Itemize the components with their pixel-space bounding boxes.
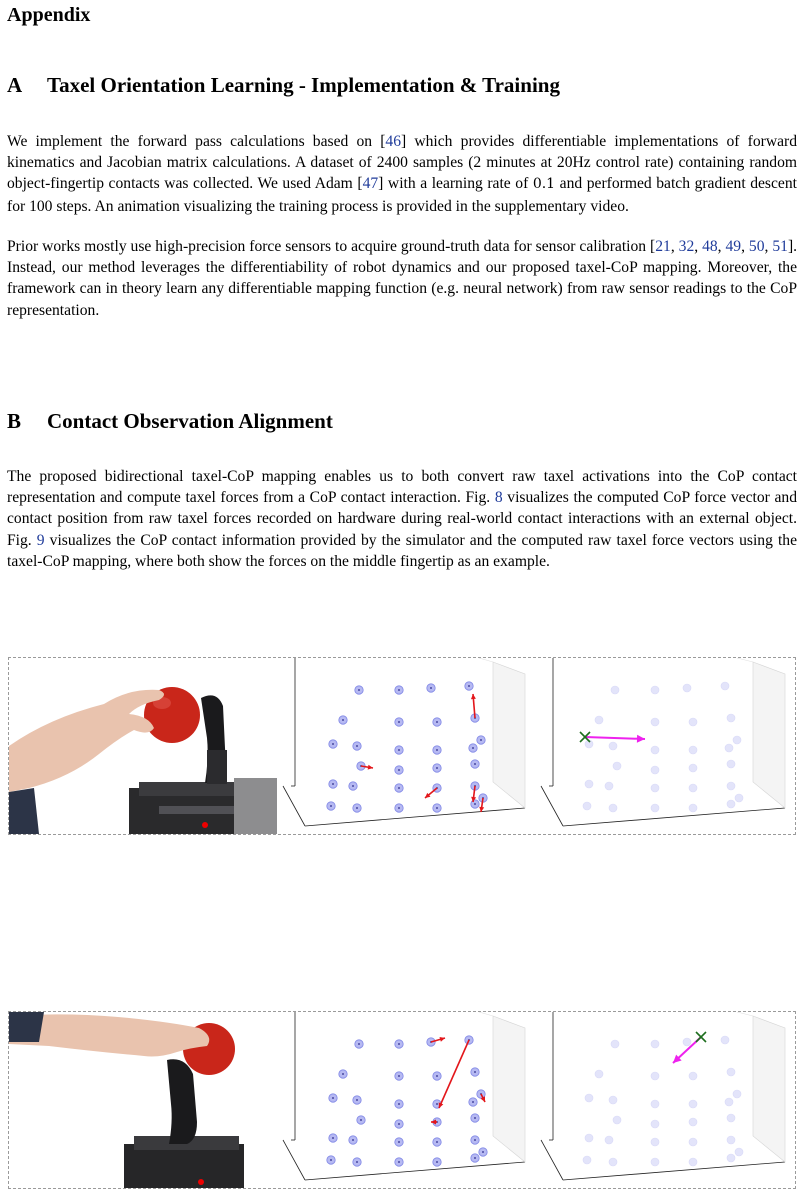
taxel-point-faint: [651, 746, 659, 754]
taxel-point-faint: [721, 682, 729, 690]
taxel-point-faint: [609, 804, 617, 812]
taxel-center: [352, 1139, 354, 1141]
box-edge: [563, 808, 785, 826]
taxel-center: [332, 1137, 334, 1139]
taxel-center: [482, 1151, 484, 1153]
taxel-point-faint: [595, 716, 603, 724]
taxel-point-faint: [689, 784, 697, 792]
box-edge: [305, 808, 525, 826]
taxel-point-faint: [651, 686, 659, 694]
taxel-point-faint: [613, 1116, 621, 1124]
taxel-center: [356, 745, 358, 747]
taxel-point-faint: [651, 784, 659, 792]
taxel-point-faint: [583, 1156, 591, 1164]
section-a-title: Taxel Orientation Learning - Implementation & Training: [47, 73, 560, 97]
taxel-point-faint: [689, 1100, 697, 1108]
taxel-point-faint: [613, 762, 621, 770]
taxel-point-faint: [611, 686, 619, 694]
section-b-paragraph-1: [7, 466, 797, 572]
box-edge: [479, 1012, 493, 1016]
box-right-wall: [493, 1016, 525, 1162]
box-edge: [541, 1140, 563, 1180]
taxel-point-faint: [609, 1158, 617, 1166]
taxel-center: [436, 721, 438, 723]
figure-row-2: [8, 1011, 796, 1189]
taxel-center: [332, 743, 334, 745]
taxel-center: [474, 1071, 476, 1073]
taxel-center: [330, 805, 332, 807]
box-edge: [563, 1162, 785, 1180]
section-a-paragraph-1: [7, 131, 797, 217]
photo-panel: [9, 1012, 277, 1188]
section-b-number: B: [7, 409, 22, 433]
taxel-point-faint: [651, 766, 659, 774]
taxel-point-faint: [651, 1120, 659, 1128]
taxel-point-faint: [609, 742, 617, 750]
section-a-number: A: [7, 73, 23, 97]
taxel-center: [398, 1123, 400, 1125]
taxel-point-faint: [651, 1100, 659, 1108]
box-edge: [283, 1140, 305, 1180]
taxel-point-faint: [735, 794, 743, 802]
box-right-wall: [753, 662, 785, 808]
taxel-point-faint: [689, 1118, 697, 1126]
taxel-force-plot: [279, 1012, 535, 1188]
taxel-center: [398, 1141, 400, 1143]
taxel-point-faint: [683, 684, 691, 692]
taxel-center: [360, 1119, 362, 1121]
taxel-point-faint: [585, 1094, 593, 1102]
taxel-center: [474, 763, 476, 765]
taxel-center: [356, 807, 358, 809]
cop-force-vector-row-1: [537, 658, 795, 834]
text-run: ,: [670, 238, 679, 255]
box-right-wall: [493, 662, 525, 808]
taxel-point-faint: [651, 1158, 659, 1166]
taxel-center: [342, 719, 344, 721]
citation-link[interactable]: 8: [494, 489, 503, 507]
taxel-center: [436, 1075, 438, 1077]
section-b-heading: [7, 409, 333, 434]
taxel-center: [480, 739, 482, 741]
taxel-point-faint: [727, 760, 735, 768]
taxel-point-faint: [651, 1040, 659, 1048]
cop-force-arrow: [585, 737, 645, 739]
box-edge: [305, 1162, 525, 1180]
section-a-paragraph-2: [7, 236, 797, 321]
taxel-force-vectors-row-1: [279, 658, 535, 834]
hand-ball-robot-photo-2: [9, 1012, 277, 1188]
taxel-point-faint: [727, 782, 735, 790]
taxel-point-faint: [727, 1114, 735, 1122]
text-run: ] which provides differentiable implementations of forward kinematics and Jacobian matrix calculations. A dataset of 2400 samples (2 minutes at 20Hz control rate) containing random object-fingertip contacts was collected. We used Adam [: [7, 133, 797, 193]
text-run: ,: [694, 238, 703, 255]
taxel-point-faint: [611, 1040, 619, 1048]
taxel-point-faint: [609, 1096, 617, 1104]
taxel-point-faint: [683, 1038, 691, 1046]
taxel-center: [468, 685, 470, 687]
text-run: Prior works mostly use high-precision force sensors to acquire ground-truth data for sensor calibration [: [7, 238, 656, 255]
taxel-point-faint: [689, 1072, 697, 1080]
taxel-center: [356, 1099, 358, 1101]
taxel-point-faint: [727, 1154, 735, 1162]
taxel-force-arrowhead: [471, 694, 476, 699]
taxel-point-faint: [595, 1070, 603, 1078]
taxel-center: [474, 803, 476, 805]
taxel-center: [474, 1139, 476, 1141]
photo-panel: [9, 658, 277, 834]
appendix-title: Appendix: [7, 4, 91, 26]
text-run: We implement the forward pass calculations based on [: [7, 133, 386, 150]
taxel-point-faint: [689, 718, 697, 726]
taxel-force-arrow: [439, 1040, 469, 1108]
taxel-point-faint: [727, 714, 735, 722]
taxel-center: [330, 1159, 332, 1161]
section-b-title: Contact Observation Alignment: [47, 409, 333, 433]
taxel-point-faint: [583, 802, 591, 810]
taxel-point-faint: [585, 1134, 593, 1142]
taxel-center: [430, 687, 432, 689]
citation-link[interactable]: 47: [362, 175, 379, 193]
text-run: ] with a learning rate of: [378, 175, 533, 193]
citation-link[interactable]: 50: [748, 238, 765, 255]
cop-force-plot: [537, 1012, 795, 1188]
taxel-center: [436, 1103, 438, 1105]
box-right-wall: [753, 1016, 785, 1162]
text-run: ,: [717, 238, 726, 255]
box-edge: [479, 658, 493, 662]
taxel-center: [352, 785, 354, 787]
taxel-center: [342, 1073, 344, 1075]
taxel-force-plot: [279, 658, 535, 834]
figure-row-1: [8, 657, 796, 835]
taxel-point-faint: [725, 744, 733, 752]
taxel-point-faint: [735, 1148, 743, 1156]
taxel-center: [472, 747, 474, 749]
taxel-center: [332, 1097, 334, 1099]
taxel-center: [472, 1101, 474, 1103]
taxel-center: [436, 767, 438, 769]
taxel-center: [398, 787, 400, 789]
citation-link[interactable]: 49: [725, 238, 742, 255]
cop-force-vector-row-2: [537, 1012, 795, 1188]
box-edge: [283, 786, 305, 826]
taxel-center: [332, 783, 334, 785]
taxel-point-faint: [651, 1138, 659, 1146]
taxel-center: [398, 721, 400, 723]
taxel-point-faint: [727, 1068, 735, 1076]
text-run: ,: [741, 238, 749, 255]
taxel-center: [474, 1157, 476, 1159]
taxel-center: [398, 1075, 400, 1077]
taxel-point-faint: [721, 1036, 729, 1044]
citation-link[interactable]: 48: [702, 238, 718, 255]
citation-link[interactable]: 32: [678, 238, 695, 255]
taxel-point-faint: [727, 800, 735, 808]
taxel-center: [398, 1043, 400, 1045]
taxel-center: [398, 1103, 400, 1105]
box-edge: [541, 786, 563, 826]
citation-link[interactable]: 21: [655, 238, 671, 255]
taxel-point-faint: [651, 804, 659, 812]
taxel-point-faint: [689, 1138, 697, 1146]
taxel-center: [398, 807, 400, 809]
taxel-point-faint: [605, 1136, 613, 1144]
taxel-point-faint: [733, 1090, 741, 1098]
citation-link[interactable]: 51: [772, 238, 788, 255]
taxel-point-faint: [689, 746, 697, 754]
box-edge: [737, 658, 753, 662]
text-run: ,: [764, 238, 773, 255]
taxel-center: [398, 749, 400, 751]
taxel-center: [398, 769, 400, 771]
taxel-center: [436, 1141, 438, 1143]
taxel-point-faint: [725, 1098, 733, 1106]
box-edge: [737, 1012, 753, 1016]
taxel-point-faint: [651, 1072, 659, 1080]
text-run: ]. Instead, our method leverages the differentiability of robot dynamics and our proposed taxel-CoP mapping. Moreover, the framework can in theory learn any differentiable mapping function (e.g. neural network) from raw sensor readings to the CoP representation.: [7, 238, 798, 319]
taxel-point-faint: [689, 804, 697, 812]
taxel-point-faint: [585, 780, 593, 788]
taxel-point-faint: [733, 736, 741, 744]
taxel-point-faint: [689, 1158, 697, 1166]
taxel-center: [358, 1043, 360, 1045]
taxel-center: [474, 1117, 476, 1119]
taxel-center: [436, 1161, 438, 1163]
taxel-center: [436, 749, 438, 751]
taxel-center: [398, 1161, 400, 1163]
taxel-center: [398, 689, 400, 691]
text-run: The proposed bidirectional taxel-CoP mapping enables us to both convert raw taxel activations into the CoP contact representation and compute taxel forces from a CoP contact interaction. Fig.: [7, 468, 797, 507]
taxel-force-vectors-row-2: [279, 1012, 535, 1188]
citation-link[interactable]: 9: [36, 531, 45, 549]
text-run: visualizes the computed CoP force vector and contact position from raw taxel forces recorded on hardware during real-world contact interactions with an external object. Fig.: [7, 489, 797, 549]
taxel-center: [436, 807, 438, 809]
taxel-point-faint: [689, 764, 697, 772]
section-a-heading: [7, 73, 560, 98]
taxel-center: [358, 689, 360, 691]
taxel-center: [356, 1161, 358, 1163]
taxel-point-faint: [651, 718, 659, 726]
cop-force-arrowhead: [637, 735, 645, 743]
taxel-point-faint: [727, 1136, 735, 1144]
math-value: 0.1: [532, 176, 556, 193]
citation-link[interactable]: 46: [385, 133, 402, 150]
text-run: and performed batch gradient descent for 100 steps. An animation visualizing the training process is provided in the supplementary video.: [7, 175, 797, 215]
hand-ball-robot-photo-1: [9, 658, 277, 834]
taxel-point-faint: [605, 782, 613, 790]
cop-force-plot: [537, 658, 795, 834]
text-run: visualizes the CoP contact information provided by the simulator and the computed raw taxel force vectors using the taxel-CoP mapping, where both show the forces on the middle fingertip as an example.: [7, 531, 797, 570]
